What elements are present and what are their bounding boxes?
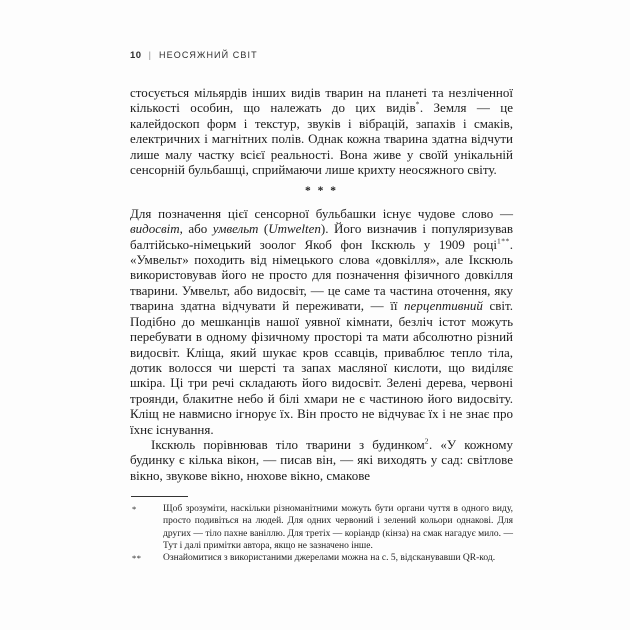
footnote-item [130, 552, 513, 564]
term-umwelten: Umwelten [268, 221, 321, 237]
paragraph-2-text: ). Його визначив і популяризував балтійсько-німецький зоолог Якоб фон Ікскюль у 1909 році [130, 221, 513, 252]
paragraph-2-text: ( [258, 221, 269, 237]
page-number: 10 [130, 50, 142, 61]
footnote-text: Щоб зрозуміти, наскільки різноманітними можуть бути органи чуття в одного виду, просто подивіться на людей. Для одних червоний і зелений кольори однакові. Для других — тіло пахне ваніллю. Для третіх — коріандр (кінза) на смак нагадує мило. — Тут і далі примітки автора, якщо не зазначено інше. [163, 504, 513, 551]
paragraph-3-text: . «У кожному будинку є кілька вікон, — писав він, — які виходять у сад: світлове вікно, звукове вікно, нюхове вікно, смакове [130, 436, 513, 483]
footnotes [130, 496, 513, 564]
paragraph-1-text: стосується мільярдів інших видів тварин на планеті та незліченної кількості особин, що належать до цих видів [130, 85, 513, 116]
footnote-text: Ознайомитися з використаними джерелами можна на с. 5, відсканувавши QR-код. [163, 552, 496, 563]
footnote-ref-asterisk: * [415, 100, 420, 110]
footnote-marker: * [132, 504, 137, 515]
footnote-ref-2: 2 [424, 436, 430, 446]
footnote-rule [131, 496, 188, 497]
body-text [130, 85, 513, 483]
section-break: * * * [305, 185, 338, 198]
paragraph-1-text-cont: . Земля — це калейдоскоп форм і текстур, звуків і вібрацій, запахів і смаків, електричних і магнітних полів. Однак кожна тварина здатна відчути лише малу частку всієї реальності. Вона живе у своїй унікальній сенсорній бульбашці, сприймаючи лише крихту неосяжного світу. [130, 100, 513, 178]
running-header [130, 50, 513, 61]
paragraph-3-text: Ікскюль порівнював тіло тварини з будинком [151, 436, 425, 452]
paragraph-1 [130, 85, 513, 177]
header-divider: | [148, 50, 153, 60]
paragraph-2 [130, 206, 513, 437]
footnote-ref-1: 1** [497, 236, 510, 246]
term-perceptive: перцептивний [404, 298, 483, 314]
paragraph-2-text: , або [179, 221, 213, 237]
paragraph-3 [130, 437, 513, 483]
footnote-marker: ** [132, 552, 142, 563]
term-vydosvit: видосвіт [130, 221, 180, 237]
term-umvelt: умвельт [212, 221, 259, 237]
footnote-item [130, 503, 513, 552]
paragraph-2-text: світ. Подібно до мешканців нашої уявної кімнати, безліч істот можуть перебувати в одному фізичному просторі та мати абсолютно різний видосвіт. Кліща, який шукає кров ссавців, приваблює тепло тіла, дотик волосся чи шерсті та запах масляної кислоти, що виділяє шкіра. Ці три речі складають його видосвіт. Зелені дерева, червоні троянди, блакитне небо й білі хмари не є частиною його видосвіту. Кліщ не навмисно ігнорує їх. Він просто не відчуває їх і не знає про їхнє існування. [130, 298, 513, 437]
running-title: НЕОСЯЖНИЙ СВІТ [159, 50, 258, 60]
paragraph-2-text: Для позначення цієї сенсорної бульбашки існує чудове слово — [130, 205, 513, 221]
paragraph-2-text: . «Умвельт» походить від німецького слова «довкілля», але Ікскюль використовував його не просто для позначення фізичного довкілля тварини. Умвельт, або видосвіт, — це саме та частина оточення, яку тварина здатна відчувати й переживати, — її [130, 236, 513, 314]
